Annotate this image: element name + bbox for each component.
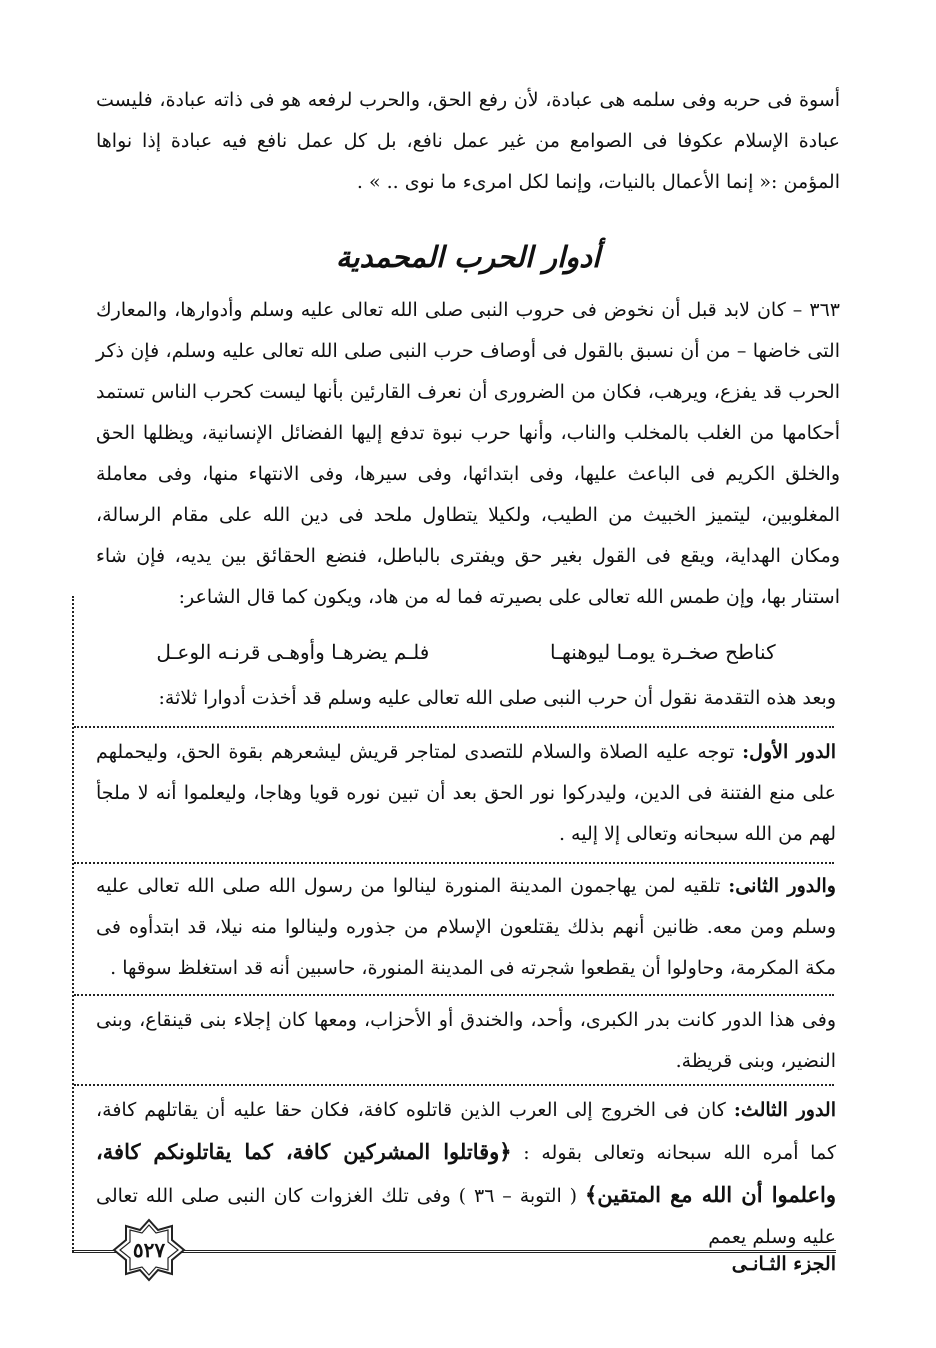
second-role-paragraph <box>96 866 836 989</box>
third-role-paragraph <box>96 1090 836 1258</box>
third-role-text: كان فى الخروج إلى العرب الذين قاتلوه كافة، فكان حقا عليه أن يقاتلهم كافة، كما أمره الله سبحانه وتعالى بقوله : <box>96 1099 836 1164</box>
poetry-verse <box>96 632 836 672</box>
first-role-text: توجه عليه الصلاة والسلام للتصدى لمتاجر قريش ليشعرهم بقوة الحق، وليحملهم على منع الفتنة فى الدين، وليدركوا نور الحق بعد أن تبين نوره قويا وهاجا، وليعلموا أنه لا ملجأ لهم من الله سبحانه وتعالى إلا إليه . <box>96 741 836 845</box>
second-role-text: تلقيه لمن يهاجمون المدينة المنورة لينالوا من رسول الله صلى الله تعالى عليه وسلم ومن معه. ظانين أنهم بذلك يقتلعون الإسلام من جذوره ولينالوا منه نيلا، قد ابتدأوه فى مكة المكرمة، وحاولوا أن يقطعوا شجرته فى المدينة المنورة، حاسبين أنه قد استغلظ سوقها . <box>96 875 836 979</box>
page-number: ٥٢٧ <box>132 1238 166 1262</box>
verse-first-half: كناطح صخـرة يومـا ليوهنهـا <box>550 640 776 664</box>
intro-paragraph: ٣٦٣ – كان لابد قبل أن نخوض فى حروب النبى صلى الله تعالى عليه وسلم وأدوارها، والمعارك التى خاضها – من أن نسبق بالقول فى أوصاف حرب النبى صلى الله تعالى عليه وسلم، فإن ذكر الحرب قد يفزع، ويرهب، فكان من الضرورى أن نعرف القارئين بأنها ليست كحرب الناس تستمد أحكامها من الغلب بالمخلب والناب، وأنها حرب نبوة تدفع إليها الفضائل الإنسانية، ويظلها الحق والخلق الكريم فى الباعث عليها، وفى ابتدائها، وفى سيرها، وفى الانتهاء منها، وفى معاملة المغلوبين، ليتميز الخبيث من الطيب، ولكيلا يتطاول ملحد فى دين الله على مقام الرسالة، ومكان الهداية، ويقع فى القول بغير حق ويفترى بالباطل، فنضع الحقائق بين يديه، فإن شاء استنار بها، وإن طمس الله تعالى على بصيرته فما له من هاد، ويكون كما قال الشاعر: <box>96 299 840 608</box>
first-role-paragraph <box>96 732 836 855</box>
top-paragraph: أسوة فى حربه وفى سلمه هى عبادة، لأن رفع الحق، والحرب لرفعه هو فى ذاته عبادة، فليست عبادة الإسلام عكوفا فى الصوامع من غير عمل نافع، بل كل عمل نافع فيه عبادة إذا نواها المؤمن :« إنما الأعمال بالنيات، وإنما لكل امرىء ما نوى .. » . <box>96 89 840 193</box>
after-verse-paragraph: وبعد هذه التقدمة نقول أن حرب النبى صلى الله تعالى عليه وسلم قد أخذت أدوارا ثلاثة: <box>158 687 836 709</box>
left-margin-rule <box>72 596 74 1252</box>
third-role-label: الدور الثالث: <box>733 1099 836 1121</box>
footer-rule <box>72 1250 836 1253</box>
section-divider <box>74 994 834 996</box>
first-role-label: الدور الأول: <box>742 741 836 763</box>
section-title: أدوار الحرب المحمدية <box>335 240 601 274</box>
section-divider <box>74 726 834 728</box>
second-role-label: والدور الثانى: <box>728 875 836 897</box>
battles-paragraph: وفى هذا الدور كانت بدر الكبرى، وأحد، والخندق أو الأحزاب، ومعها كان إجلاء بنى قينقاع، وبنى النضير، وبنى قريظة. <box>96 1009 836 1072</box>
quran-reference: ( التوبة – ٣٦ ) وفى تلك الغزوات كان النبى صلى الله تعالى عليه وسلم يعمم <box>96 1185 836 1248</box>
section-divider <box>74 862 834 864</box>
quran-quote: ﴿وقاتلوا المشركين كافة، كما يقاتلونكم كافة، واعلموا أن الله مع المتقين﴾ <box>96 1139 836 1207</box>
section-divider <box>74 1084 834 1086</box>
verse-second-half: فلـم يضرهـا وأوهـى قرنـه الوعـل <box>156 640 430 664</box>
part-label: الجزء الثـانـى <box>731 1253 836 1275</box>
